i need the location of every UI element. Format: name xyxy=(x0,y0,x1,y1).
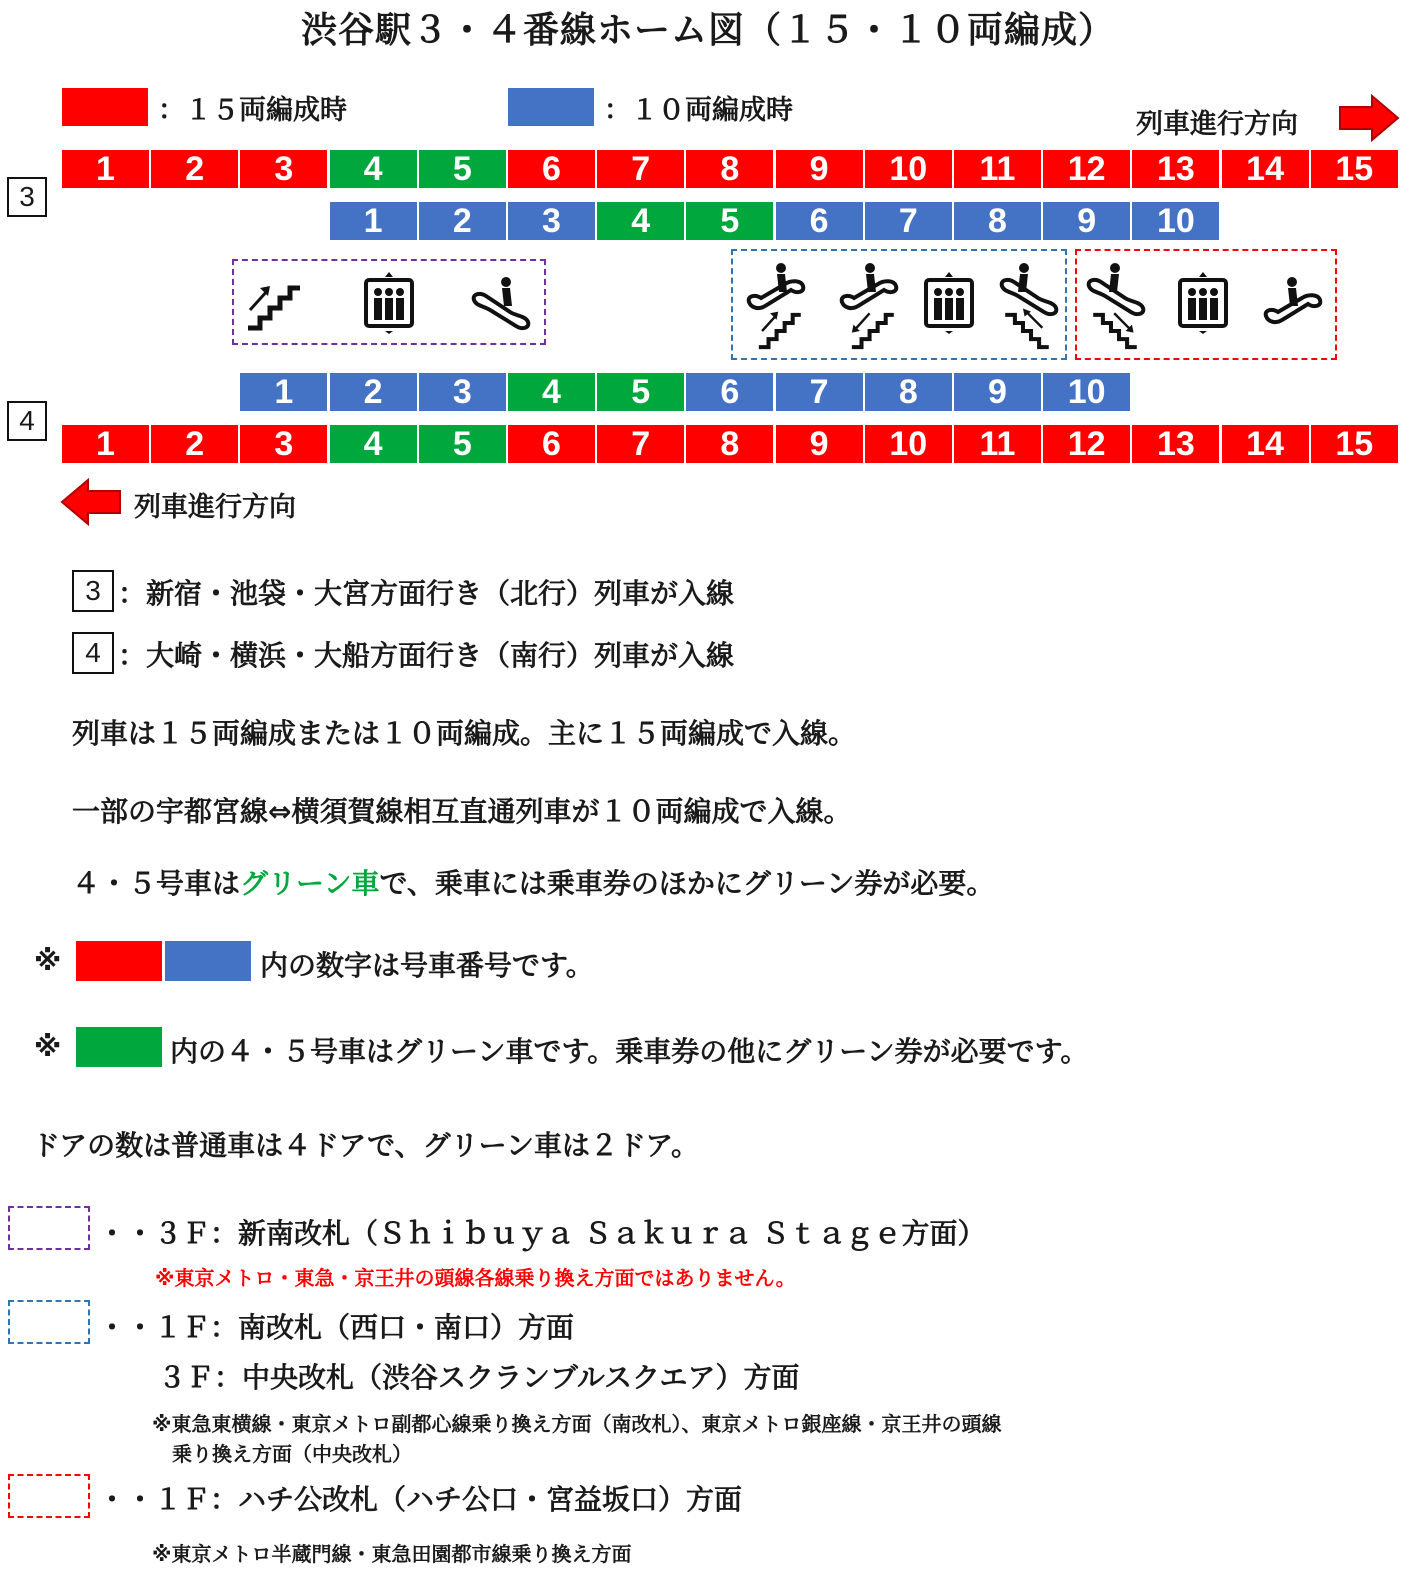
info-doors: ドアの数は普通車は４ドアで、グリーン車は２ドア。 xyxy=(32,1129,699,1162)
direction-label-north: 列車進行方向 xyxy=(1136,109,1298,140)
note-red-swatch xyxy=(76,941,162,981)
track4-15-car-8: 8 xyxy=(686,425,773,463)
track3-10-car-9: 9 xyxy=(1043,202,1130,240)
track4-15car-row xyxy=(0,425,1416,463)
track4-15-car-1: 1 xyxy=(62,425,149,463)
track4-15-car-2: 2 xyxy=(151,425,238,463)
track4-10-car-3: 3 xyxy=(419,373,506,411)
track4-10-car-4: 4 xyxy=(508,373,595,411)
track4-15-car-9: 9 xyxy=(776,425,863,463)
page-title: 渋谷駅３・４番線ホーム図（１５・１０両編成） xyxy=(300,10,1115,51)
track4-10-car-8: 8 xyxy=(865,373,952,411)
track4-10-car-6: 6 xyxy=(686,373,773,411)
legend-blue-swatch xyxy=(508,88,594,126)
track3-10car-row xyxy=(0,202,1416,240)
track3-10-car-6: 6 xyxy=(776,202,863,240)
track3-10-car-3: 3 xyxy=(508,202,595,240)
note-mark-1: ※ xyxy=(34,944,62,977)
track3-15-car-14: 14 xyxy=(1222,150,1309,188)
info-line-3: ：新宿・池袋・大宮方面行き（北行）列車が入線 xyxy=(118,577,735,610)
track4-15-car-14: 14 xyxy=(1222,425,1309,463)
exit-red-note: ※東京メトロ半蔵門線・東急田園都市線乗り換え方面 xyxy=(152,1542,632,1566)
stairs-up-icon xyxy=(242,272,304,334)
exit-blue-note-1: ※東急東横線・東京メトロ副都心線乗り換え方面（南改札）、東京メトロ銀座線・京王井の頭線 xyxy=(152,1412,1002,1436)
escalator-icon xyxy=(470,272,532,334)
note-blue-swatch xyxy=(165,941,251,981)
track3-15-car-12: 12 xyxy=(1043,150,1130,188)
track-4-box: 4 xyxy=(7,401,47,441)
arrow-right-icon xyxy=(1338,94,1400,142)
track4-15-car-4: 4 xyxy=(330,425,417,463)
green-suffix: で、乗車には乗車券のほかにグリーン券が必要。 xyxy=(379,867,995,900)
stairs-up-icon xyxy=(752,302,806,352)
track3-15-car-13: 13 xyxy=(1132,150,1219,188)
exit-blue-line-2: ３Ｆ：中央改札（渋谷スクランブルスクエア）方面 xyxy=(158,1361,800,1394)
track3-15-car-11: 11 xyxy=(954,150,1041,188)
track3-10-car-2: 2 xyxy=(419,202,506,240)
direction-label-south: 列車進行方向 xyxy=(134,492,296,523)
track3-15-car-2: 2 xyxy=(151,150,238,188)
info-green-car xyxy=(72,862,994,902)
info-track-4-box: 4 xyxy=(72,632,114,674)
escalator-up-icon xyxy=(1262,272,1324,334)
stairs-down-right-icon xyxy=(1000,302,1054,352)
track3-10-car-5: 5 xyxy=(686,202,773,240)
track3-15-car-1: 1 xyxy=(62,150,149,188)
track4-10-car-5: 5 xyxy=(597,373,684,411)
track4-15-car-13: 13 xyxy=(1132,425,1219,463)
exit-legend-blue-box xyxy=(8,1300,90,1344)
track4-10car-row xyxy=(0,373,1416,411)
track3-15-car-4: 4 xyxy=(330,150,417,188)
track-3-box: 3 xyxy=(7,177,47,217)
info-track-3-box: 3 xyxy=(72,570,114,612)
track3-10-car-10: 10 xyxy=(1132,202,1219,240)
elevator-icon xyxy=(918,272,980,334)
track3-10-car-4: 4 xyxy=(597,202,684,240)
track3-15-car-7: 7 xyxy=(597,150,684,188)
track4-15-car-10: 10 xyxy=(865,425,952,463)
track3-15-car-10: 10 xyxy=(865,150,952,188)
track4-15-car-7: 7 xyxy=(597,425,684,463)
note-mark-2: ※ xyxy=(34,1030,62,1063)
stairs-down-right-icon xyxy=(1088,302,1142,352)
track3-10-car-1: 1 xyxy=(330,202,417,240)
legend-red-label: ：１５両編成時 xyxy=(158,95,347,126)
exit-red-line: ・・１Ｆ：ハチ公改札（ハチ公口・宮益坂口）方面 xyxy=(98,1483,743,1516)
track4-15-car-15: 15 xyxy=(1311,425,1398,463)
exit-legend-purple-box xyxy=(8,1206,90,1250)
arrow-left-icon xyxy=(60,478,122,526)
track4-15-car-11: 11 xyxy=(954,425,1041,463)
info-through-service: 一部の宇都宮線⇔横須賀線相互直通列車が１０両編成で入線。 xyxy=(72,795,852,828)
track3-15-car-6: 6 xyxy=(508,150,595,188)
elevator-icon xyxy=(1172,272,1234,334)
legend-blue-label: ：１０両編成時 xyxy=(604,95,793,126)
track4-15-car-12: 12 xyxy=(1043,425,1130,463)
track3-15-car-3: 3 xyxy=(240,150,327,188)
green-word: グリーン車 xyxy=(240,867,380,900)
exit-legend-red-box xyxy=(8,1474,90,1518)
exit-purple-line: ・・３Ｆ：新南改札（Ｓｈｉｂｕｙａ Ｓａｋｕｒａ Ｓｔａｇｅ方面） xyxy=(98,1217,986,1250)
legend-red-swatch xyxy=(62,88,148,126)
track3-10-car-7: 7 xyxy=(865,202,952,240)
track4-15-car-5: 5 xyxy=(419,425,506,463)
track4-10-car-7: 7 xyxy=(776,373,863,411)
info-line-4: ：大崎・横浜・大船方面行き（南行）列車が入線 xyxy=(118,639,735,672)
exit-purple-note: ※東京メトロ・東急・京王井の頭線各線乗り換え方面ではありません。 xyxy=(155,1266,796,1290)
track3-15-car-5: 5 xyxy=(419,150,506,188)
track3-15-car-8: 8 xyxy=(686,150,773,188)
track4-10-car-10: 10 xyxy=(1043,373,1130,411)
track3-15car-row xyxy=(0,150,1416,188)
exit-blue-line-1: ・・１Ｆ：南改札（西口・南口）方面 xyxy=(98,1311,575,1344)
track3-15-car-15: 15 xyxy=(1311,150,1398,188)
track3-10-car-8: 8 xyxy=(954,202,1041,240)
track4-10-car-1: 1 xyxy=(240,373,327,411)
green-prefix: ４・５号車は xyxy=(72,867,241,900)
note-green-swatch xyxy=(76,1027,162,1067)
note-car-number: 内の数字は号車番号です。 xyxy=(260,949,594,982)
track4-15-car-6: 6 xyxy=(508,425,595,463)
stairs-down-icon xyxy=(845,302,899,352)
note-green-car: 内の４・５号車はグリーン車です。乗車券の他にグリーン券が必要です。 xyxy=(170,1035,1089,1068)
track4-15-car-3: 3 xyxy=(240,425,327,463)
track4-10-car-2: 2 xyxy=(330,373,417,411)
track4-10-car-9: 9 xyxy=(954,373,1041,411)
info-formation: 列車は１５両編成または１０両編成。主に１５両編成で入線。 xyxy=(72,717,857,750)
exit-blue-note-2: 乗り換え方面（中央改札） xyxy=(172,1442,412,1466)
elevator-icon xyxy=(358,272,420,334)
track3-15-car-9: 9 xyxy=(776,150,863,188)
